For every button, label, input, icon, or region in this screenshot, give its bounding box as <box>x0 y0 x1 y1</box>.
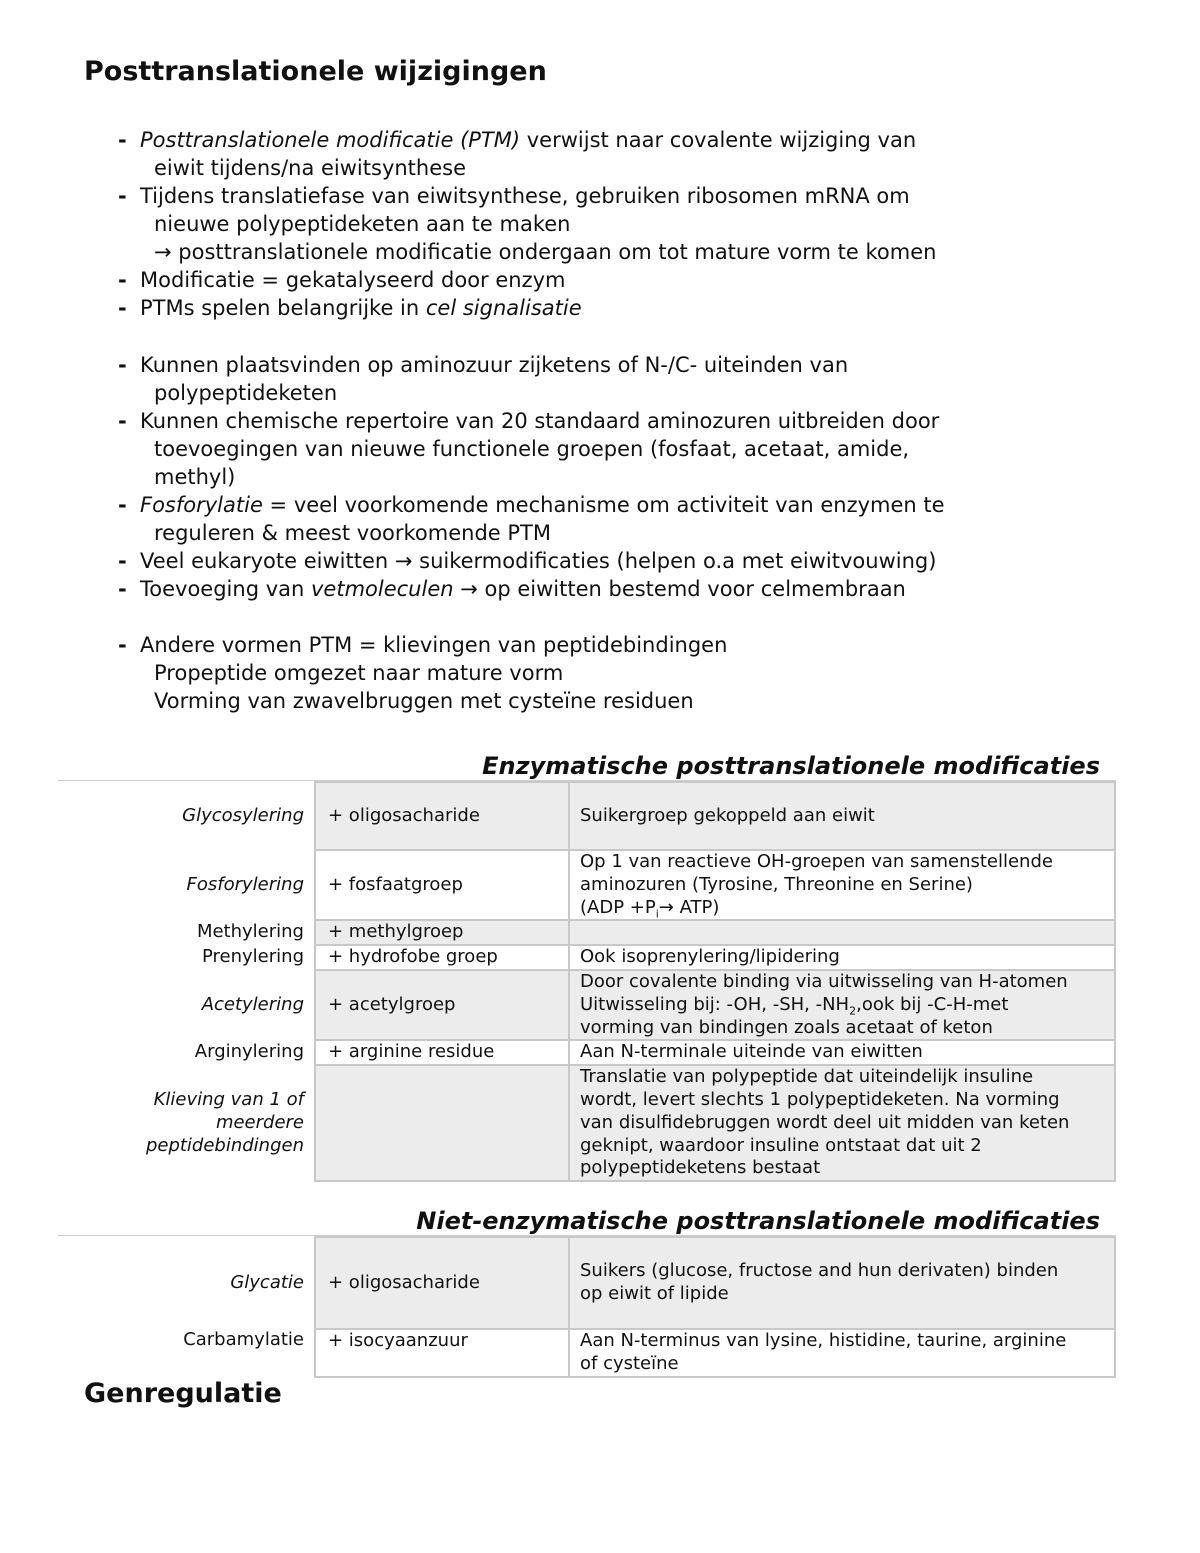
table-row: Methylering + methylgroep <box>58 920 1115 945</box>
table-row: Prenylering + hydrofobe groep Ook isoprenylering/lipidering <box>58 945 1115 970</box>
table-row: Carbamylatie + isocyaanzuur Aan N-terminus van lysine, histidine, taurine, arginine of cysteïne <box>58 1329 1115 1377</box>
list-item: - PTMs spelen belangrijke in cel signalisatie <box>118 296 582 320</box>
enzymatic-table-section <box>58 752 1116 1182</box>
table-row: Acetylering + acetylgroep Door covalente binding via uitwisseling van H-atomen Uitwisseling bij: -OH, -SH, $-NH_2,ook$ bij -C-H-met vorming van bindingen zoals acetaat of keton <box>58 970 1115 1040</box>
list-item: - Andere vormen PTM = klievingen van peptidebindingen Propeptide omgezet naar mature vorm Vorming van zwavelbruggen met cysteïne residuen <box>118 633 728 713</box>
list-item: - Kunnen chemische repertoire van 20 standaard aminozuren uitbreiden door toevoegingen van nieuwe functionele groepen (fosfaat, acetaat, amide, methyl) <box>118 408 940 489</box>
table-row: Klieving van 1 of meerdere peptidebindingen Translatie van polypeptide dat uiteindelijk insuline wordt, levert slechts 1 polypeptideketen. Na vorming van disulfidebruggen wordt deel uit midden van keten geknipt, waardoor insuline ontstaat dat uit 2 polypeptideketens bestaat <box>58 1065 1115 1181</box>
list-item: - Modificatie = gekatalyseerd door enzym <box>118 268 566 292</box>
page-title: Posttranslationele wijzigingen <box>84 56 547 87</box>
list-item: - Kunnen plaatsvinden op aminozuur zijketens of N-/C- uiteinden van polypeptideketen <box>118 352 849 405</box>
list-item: - Tijdens translatiefase van eiwitsynthese, gebruiken ribosomen mRNA om nieuwe polypeptideketen aan te maken → posttranslationele modificatie ondergaan om tot mature vorm te komen <box>118 184 937 264</box>
table-row: Glycatie + oligosacharide Suikers (glucose, fructose and hun derivaten) binden op eiwit of lipide <box>58 1237 1115 1329</box>
enzymatic-ptm-table <box>58 781 1116 1182</box>
list-item: - Fosforylatie = veel voorkomende mechanisme om activiteit van enzymen te reguleren & meest voorkomende PTM <box>118 492 945 545</box>
table-title: Niet-enzymatische posttranslationele modificaties <box>58 1207 1116 1236</box>
table-row: Glycosylering + oligosacharide Suikergroep gekoppeld aan eiwit <box>58 782 1115 850</box>
list-item: - Veel eukaryote eiwitten → suikermodificaties (helpen o.a met eiwitvouwing) <box>118 548 937 573</box>
list-item: - Posttranslationele modificatie (PTM) verwijst naar covalente wijziging van eiwit tijdens/na eiwitsynthese <box>118 128 917 180</box>
table-title: Enzymatische posttranslationele modificaties <box>58 752 1116 781</box>
section-heading: Genregulatie <box>84 1378 282 1409</box>
bullet-list <box>118 126 1118 715</box>
table-row: Fosforylering + fosfaatgroep Op 1 van reactieve OH-groepen van samenstellende aminozuren (Tyrosine, Threonine en Serine) $(ADP +P_i\to ATP)$ <box>58 850 1115 920</box>
nonenzymatic-table-section <box>58 1207 1116 1378</box>
nonenzymatic-ptm-table <box>58 1236 1116 1378</box>
list-item: - Toevoeging van vetmoleculen → op eiwitten bestemd voor celmembraan <box>118 576 906 601</box>
table-row: Arginylering + arginine residue Aan N-terminale uiteinde van eiwitten <box>58 1040 1115 1065</box>
